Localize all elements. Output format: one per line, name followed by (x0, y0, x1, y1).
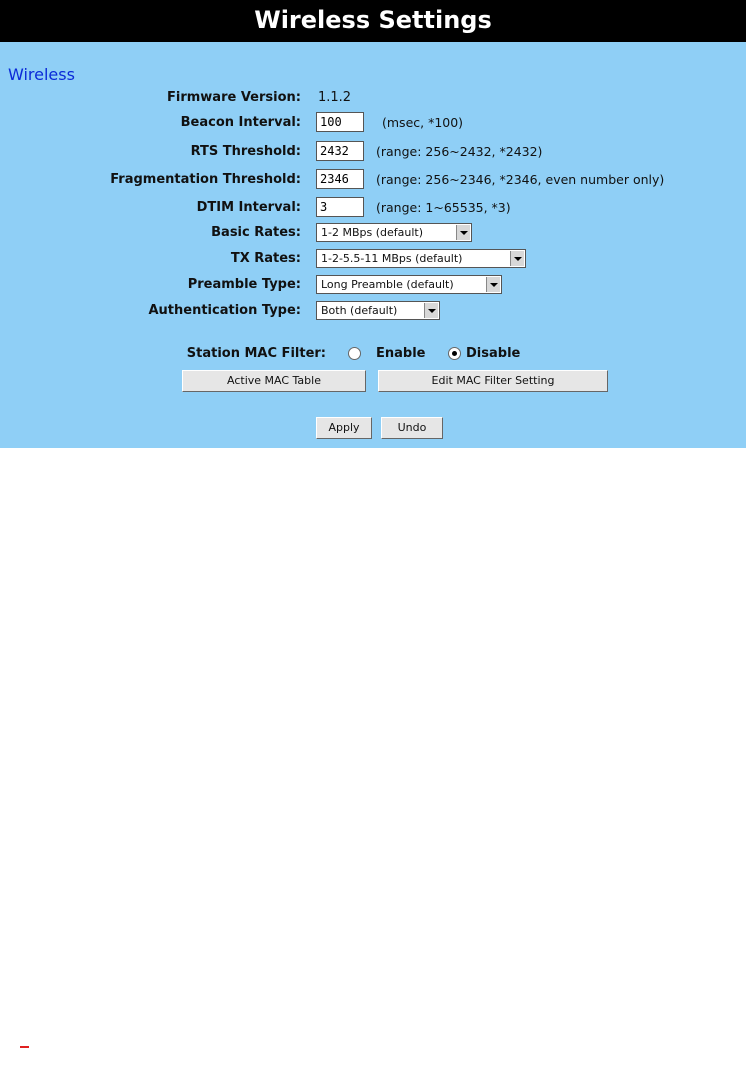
dtim-label: DTIM Interval: (196, 200, 301, 215)
mac-filter-enable-label[interactable]: Enable (376, 346, 426, 361)
dtim-interval-input[interactable]: 3 (316, 197, 364, 217)
tx-rates-selected: 1-2-5.5-11 MBps (default) (321, 252, 463, 265)
mac-filter-enable-radio[interactable] (348, 347, 361, 360)
active-mac-table-button[interactable]: Active MAC Table (182, 370, 366, 392)
firmware-row (0, 87, 746, 109)
preamble-label: Preamble Type: (187, 277, 301, 292)
beacon-row (0, 112, 746, 134)
beacon-interval-input[interactable]: 100 (316, 112, 364, 132)
preamble-selected: Long Preamble (default) (321, 278, 454, 291)
tx-rates-select[interactable] (316, 249, 526, 268)
wireless-settings-panel (0, 42, 746, 448)
edit-mac-filter-button[interactable]: Edit MAC Filter Setting (378, 370, 608, 392)
frag-label: Fragmentation Threshold: (110, 172, 301, 187)
section-title: Wireless (8, 65, 75, 84)
frag-hint: (range: 256~2346, *2346, even number only) (376, 172, 665, 187)
rts-hint: (range: 256~2432, *2432) (376, 144, 543, 159)
rts-label: RTS Threshold: (190, 144, 301, 159)
mac-filter-disable-label[interactable]: Disable (466, 346, 521, 361)
chevron-down-icon[interactable] (456, 225, 470, 240)
mac-filter-label: Station MAC Filter: (186, 346, 326, 361)
dtim-row (0, 197, 746, 219)
dtim-hint: (range: 1~65535, *3) (376, 200, 511, 215)
frag-row (0, 169, 746, 191)
chevron-down-icon[interactable] (424, 303, 438, 318)
auth-select[interactable] (316, 301, 440, 320)
preamble-row (0, 274, 746, 296)
basic-rates-select[interactable] (316, 223, 472, 242)
auth-label: Authentication Type: (148, 303, 301, 318)
apply-button[interactable]: Apply (316, 417, 372, 439)
mac-filter-disable-radio[interactable] (448, 347, 461, 360)
preamble-select[interactable] (316, 275, 502, 294)
basic-rates-selected: 1-2 MBps (default) (321, 226, 423, 239)
rts-threshold-input[interactable]: 2432 (316, 141, 364, 161)
mac-filter-row (0, 343, 746, 365)
chevron-down-icon[interactable] (486, 277, 500, 292)
page-title: Wireless Settings (0, 0, 746, 42)
tx-rates-row (0, 248, 746, 270)
basic-rates-row (0, 222, 746, 244)
auth-row (0, 300, 746, 322)
frag-threshold-input[interactable]: 2346 (316, 169, 364, 189)
undo-button[interactable]: Undo (381, 417, 443, 439)
chevron-down-icon[interactable] (510, 251, 524, 266)
tx-rates-label: TX Rates: (230, 251, 301, 266)
firmware-value: 1.1.2 (318, 90, 352, 105)
basic-rates-label: Basic Rates: (211, 225, 301, 240)
rts-row (0, 141, 746, 163)
auth-selected: Both (default) (321, 304, 398, 317)
beacon-label: Beacon Interval: (180, 115, 301, 130)
beacon-hint: (msec, *100) (382, 115, 464, 130)
firmware-label: Firmware Version: (167, 90, 301, 105)
page-mark (20, 1046, 29, 1048)
